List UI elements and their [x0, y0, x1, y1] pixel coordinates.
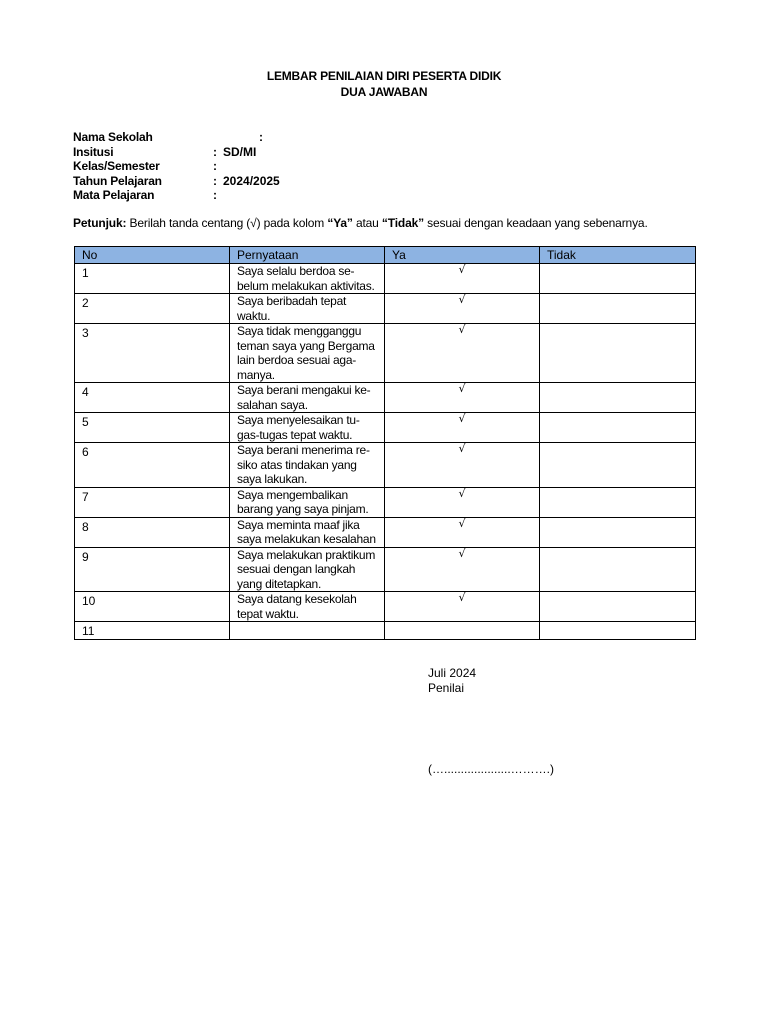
table-row [75, 413, 696, 443]
assessment-table [74, 246, 696, 640]
cell-no: 6 [75, 443, 230, 488]
cell-ya: √ [385, 547, 540, 592]
table-row [75, 592, 696, 622]
cell-ya: √ [385, 487, 540, 517]
cell-statement: Saya tidak mengganggu teman saya yang Bergama lain berdoa sesuai aga- manya. [230, 324, 385, 383]
info-label: Tahun Pelajaran [73, 173, 162, 188]
table-row [75, 517, 696, 547]
cell-no: 1 [75, 264, 230, 294]
cell-no: 9 [75, 547, 230, 592]
cell-tidak [540, 592, 696, 622]
table-row [75, 443, 696, 488]
cell-ya: √ [385, 264, 540, 294]
cell-statement: Saya menyelesaikan tu- gas-tugas tepat waktu. [230, 413, 385, 443]
cell-ya: √ [385, 592, 540, 622]
cell-tidak [540, 264, 696, 294]
identity-block [73, 130, 373, 203]
instruction-part: Berilah tanda centang (√) pada kolom [126, 216, 328, 230]
instruction-text [73, 216, 648, 230]
instruction-label: Petunjuk: [73, 216, 127, 230]
signature-role: Penilai [428, 681, 465, 695]
cell-statement: Saya datang kesekolah tepat waktu. [230, 592, 385, 622]
cell-statement: Saya mengembalikan barang yang saya pinjam. [230, 487, 385, 517]
info-value: SD/MI [223, 144, 257, 159]
table-header-row [75, 247, 696, 264]
table-row [75, 487, 696, 517]
table-row [75, 294, 696, 324]
cell-statement: Saya berani menerima re- siko atas tindakan yang saya lakukan. [230, 443, 385, 488]
info-label: Kelas/Semester [73, 159, 160, 174]
instruction-ya: “Ya” [327, 216, 353, 230]
document-title: LEMBAR PENILAIAN DIRI PESERTA DIDIK [266, 69, 502, 83]
info-colon: : [213, 159, 217, 174]
info-label: Nama Sekolah [73, 130, 153, 144]
cell-ya: √ [385, 294, 540, 324]
table-row [75, 383, 696, 413]
info-row-class-semester [73, 159, 373, 174]
info-colon: : [259, 130, 263, 144]
cell-ya [385, 622, 540, 640]
cell-tidak [540, 517, 696, 547]
cell-no: 11 [75, 622, 230, 640]
info-label: Mata Pelajaran [73, 188, 155, 203]
signature-line: (…....................……….) [428, 762, 555, 776]
document-subtitle: DUA JAWABAN [340, 85, 428, 99]
signature-block [428, 666, 476, 696]
cell-no: 4 [75, 383, 230, 413]
cell-tidak [540, 487, 696, 517]
column-header-no: No [75, 247, 230, 264]
cell-ya: √ [385, 443, 540, 488]
cell-no: 7 [75, 487, 230, 517]
cell-no: 3 [75, 324, 230, 383]
cell-ya: √ [385, 517, 540, 547]
table-row [75, 324, 696, 383]
cell-statement: Saya melakukan praktikum sesuai dengan langkah yang ditetapkan. [230, 547, 385, 592]
info-label: Insitusi [73, 144, 114, 159]
cell-ya: √ [385, 324, 540, 383]
info-row-school [73, 130, 373, 145]
info-row-academic-year [73, 174, 373, 189]
instruction-tidak: “Tidak” [381, 216, 424, 230]
column-header-ya: Ya [385, 247, 540, 264]
info-colon: : [213, 144, 217, 159]
column-header-tidak: Tidak [540, 247, 696, 264]
cell-statement: Saya berani mengakui ke- salahan saya. [230, 383, 385, 413]
info-value: 2024/2025 [223, 173, 280, 188]
table-row [75, 547, 696, 592]
table-body [75, 264, 696, 640]
cell-statement: Saya beribadah tepat waktu. [230, 294, 385, 324]
info-row-subject [73, 188, 373, 203]
column-header-statement: Pernyataan [230, 247, 385, 264]
cell-tidak [540, 547, 696, 592]
info-colon: : [213, 173, 217, 188]
table-row [75, 622, 696, 640]
cell-tidak [540, 324, 696, 383]
instruction-part: sesuai dengan keadaan yang sebenarnya. [423, 216, 648, 230]
cell-no: 2 [75, 294, 230, 324]
info-row-institution [73, 145, 373, 160]
cell-statement: Saya selalu berdoa se- belum melakukan aktivitas. [230, 264, 385, 294]
cell-tidak [540, 622, 696, 640]
table-row [75, 264, 696, 294]
cell-statement [230, 622, 385, 640]
instruction-part: atau [352, 216, 382, 230]
cell-statement: Saya meminta maaf jika saya melakukan kesalahan [230, 517, 385, 547]
cell-tidak [540, 383, 696, 413]
cell-no: 5 [75, 413, 230, 443]
cell-no: 10 [75, 592, 230, 622]
cell-tidak [540, 413, 696, 443]
cell-tidak [540, 443, 696, 488]
info-colon: : [213, 188, 217, 203]
cell-ya: √ [385, 383, 540, 413]
cell-ya: √ [385, 413, 540, 443]
cell-no: 8 [75, 517, 230, 547]
cell-tidak [540, 294, 696, 324]
signature-date: Juli 2024 [428, 666, 477, 680]
